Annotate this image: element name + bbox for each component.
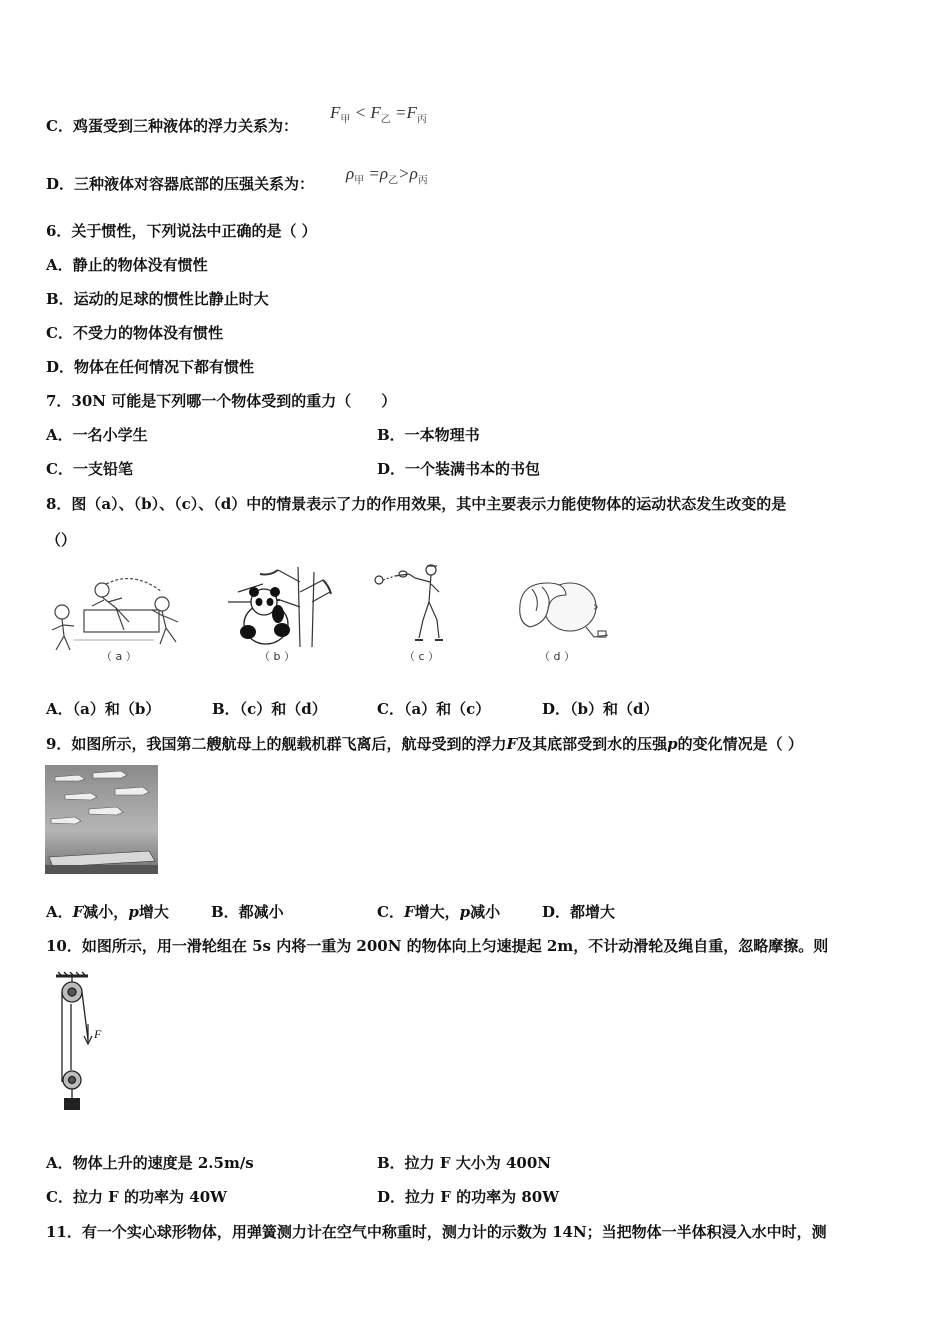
q8-stem-line2: （） xyxy=(46,531,77,549)
q6-option-c: C．不受力的物体没有惯性 xyxy=(46,324,223,342)
q6-stem: 6．关于惯性，下列说法中正确的是（ ） xyxy=(46,222,317,240)
q8-figure-b xyxy=(218,562,333,652)
q7-stem: 7．30N 可能是下列哪一个物体受到的重力（ ） xyxy=(46,392,397,410)
q6-option-b: B．运动的足球的惯性比静止时大 xyxy=(46,290,269,308)
q10-stem: 10．如图所示，用一滑轮组在 5s 内将一重为 200N 的物体向上匀速提起 2m，不计动滑轮及绳自重，忽略摩擦。则 xyxy=(46,937,829,955)
q9-option-a: A．F减小，p增大 xyxy=(46,903,169,921)
q9-option-d: D．都增大 xyxy=(542,903,616,921)
q8-option-b: B．（c）和（d） xyxy=(212,700,327,718)
q5-option-c xyxy=(46,116,298,136)
q9-photo-carrier-jets xyxy=(45,765,158,874)
q8-figure-a xyxy=(44,570,194,655)
q10-pulley-figure xyxy=(50,970,110,1115)
q10-option-a: A．物体上升的速度是 2.5m/s xyxy=(46,1154,254,1172)
q8-caption-c: （ c ） xyxy=(404,650,440,663)
q10-figure-label-f: F xyxy=(94,1027,102,1041)
q7-option-b: B．一本物理书 xyxy=(377,426,480,444)
q8-option-d: D．（b）和（d） xyxy=(542,700,659,718)
q7-option-a: A．一名小学生 xyxy=(46,426,148,444)
q8-caption-a: （ a ） xyxy=(101,650,137,663)
q8-stem-line1: 8．图（a）、（b）、（c）、（d）中的情景表示了力的作用效果，其中主要表示力能使物体的运动状态发生改变的是 xyxy=(46,495,787,513)
q10-option-d: D．拉力 F 的功率为 80W xyxy=(377,1188,560,1206)
q9-var-f: F xyxy=(506,735,518,753)
q5-option-d-formula: $\rho_甲 =\rho_乙>\rho_丙$ xyxy=(346,164,428,187)
q8-caption-b: （ b ） xyxy=(259,650,295,663)
q7-option-c: C．一支铅笔 xyxy=(46,460,133,478)
q8-figure-d xyxy=(510,575,615,647)
q9-stem: 9．如图所示，我国第二艘航母上的舰载机群飞离后，航母受到的浮力F及其底部受到水的压强p的变化情况是（ ） xyxy=(46,735,803,753)
q5-option-c-formula: $F_甲 < F_乙 =F_丙$ xyxy=(330,103,427,126)
q6-option-a: A．静止的物体没有惯性 xyxy=(46,256,208,274)
q6-option-d: D．物体在任何情况下都有惯性 xyxy=(46,358,255,376)
q8-caption-d: （ d ） xyxy=(539,650,575,663)
q9-option-c: C．F增大，p减小 xyxy=(377,903,501,921)
q5-option-d-text: D．三种液体对容器底部的压强关系为： xyxy=(46,175,315,193)
q5-option-d xyxy=(46,174,314,194)
q7-option-d: D．一个装满书本的书包 xyxy=(377,460,541,478)
q9-var-p: p xyxy=(667,735,678,753)
q9-option-b: B．都减小 xyxy=(211,903,284,921)
q10-option-b: B．拉力 F 大小为 400N xyxy=(377,1154,552,1172)
q11-stem: 11．有一个实心球形物体，用弹簧测力计在空气中称重时，测力计的示数为 14N；当把物体一半体积浸入水中时，测 xyxy=(46,1223,827,1241)
q10-option-c: C．拉力 F 的功率为 40W xyxy=(46,1188,227,1206)
q5-option-c-text: C．鸡蛋受到三种液体的浮力关系为： xyxy=(46,117,298,135)
q8-figure-c xyxy=(365,562,455,647)
q8-option-a: A．（a）和（b） xyxy=(46,700,161,718)
q8-option-c: C．（a）和（c） xyxy=(377,700,491,718)
